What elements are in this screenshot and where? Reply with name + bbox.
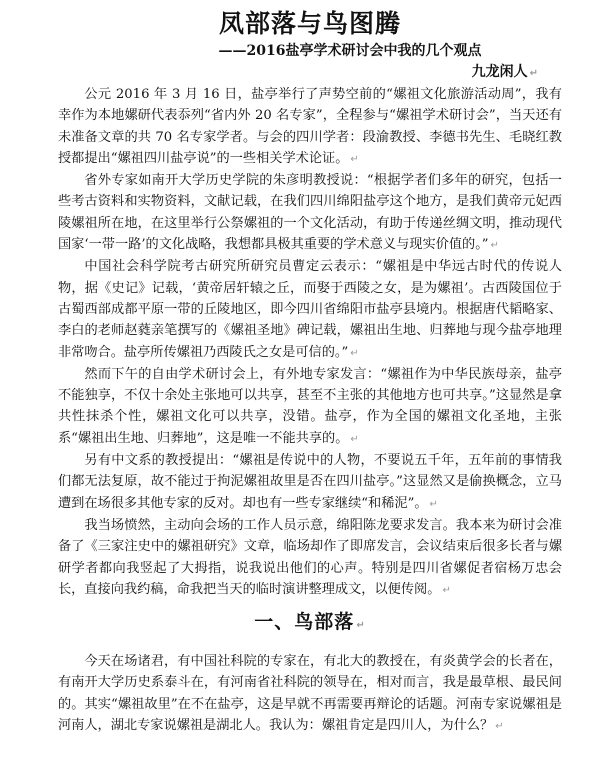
body-paragraph bbox=[58, 84, 562, 170]
paragraph-text: 公元 2016 年 3 月 16 日，盐亭举行了声势空前的“嫘祖文化旅游活动周”，我有幸作为本地嫘研代表忝列“省内外 20 名专家”，全程参与“嫘祖学术研讨会”，当天还有未准备文章的共 70 名专家学者。与会的四川学者：段渝教授、李德书先生、毛晓红教授都提出“嫘祖四川盐亭说”的一些相关学术论证。 bbox=[58, 87, 562, 166]
paragraph-mark-icon: ↵ bbox=[350, 433, 359, 445]
paragraph-mark-icon: ↵ bbox=[495, 721, 504, 733]
paragraph-text: 另有中文系的教授提出：“嫘祖是传说中的人物，不要说五千年，五年前的事情我们都无法复原，故不能过于拘泥嫘祖故里是否在四川盐亭。”这显然又是偷换概念，立马遭到在场很多其他专家的反对。却也有一些专家继续“和稀泥”。 bbox=[58, 453, 562, 511]
section-heading-text: 一、鸟部落 bbox=[254, 611, 355, 634]
paragraph-text: 中国社会科学院考古研究所研究员曹定云表示：“嫘祖是中华远古时代的传说人物，据《史记》记载，‘黄帝居轩辕之丘，而娶于西陵之女，是为嫘祖’。古西陵国位于古蜀西部成都平原一带的丘陵地区，即今四川省绵阳市盐亭县境内。根据唐代韬略家、李白的老师赵蕤亲笔撰写的《嫘祖圣地》碑记载，嫘祖出生地、归葬地与现今盐亭地理非常吻合。盐亭所传嫘祖乃西陵氏之女是可信的。” bbox=[58, 259, 562, 360]
document-title: 凤部落与鸟图腾 bbox=[218, 9, 401, 38]
body-paragraph bbox=[58, 651, 562, 737]
author-name bbox=[58, 62, 538, 84]
paragraph-mark-icon: ↵ bbox=[442, 584, 451, 596]
paragraph-mark-icon: ↵ bbox=[490, 240, 499, 252]
paragraph-mark-icon: ↵ bbox=[356, 620, 366, 632]
body-paragraph bbox=[58, 364, 562, 450]
body-paragraph bbox=[58, 170, 562, 256]
paragraph-mark-icon: ↵ bbox=[350, 153, 359, 165]
paragraph-mark-icon: ↵ bbox=[529, 68, 538, 79]
body-paragraph bbox=[58, 450, 562, 515]
body-paragraph bbox=[58, 256, 562, 363]
author-text: 九龙闲人 bbox=[471, 64, 528, 80]
section-heading bbox=[58, 607, 562, 641]
paragraph-mark-icon: ↵ bbox=[350, 347, 359, 359]
body-paragraph bbox=[58, 515, 562, 601]
paragraph-text: 今天在场诸君，有中国社科院的专家在，有北大的教授在，有炎黄学会的长者在，有南开大学历史系泰斗在，有河南省社科院的领导在，相对而言，我是最草根、最民间的。其实“嫘祖故里”在不在盐亭，这是早就不再需要再辩论的话题。河南专家说嫘祖是河南人，湖北专家说嫘祖是湖北人。我认为：嫘祖肯定是四川人，为什么？ bbox=[58, 654, 562, 734]
paragraph-text: 然而下午的自由学术研讨会上，有外地专家发言：“嫘祖作为中华民族母亲，盐亭不能独享，不仅十余处主张地可以共享，甚至不主张的其他地方也可共享。”这显然是拿共性抹杀个性，嫘祖文化可以共享，没错。盐亭，作为全国的嫘祖文化圣地，主张系“嫘祖出生地、归葬地”，这是唯一不能共享的。 bbox=[58, 366, 562, 446]
document-subtitle: ——2016盐亭学术研讨会中我的几个观点 bbox=[218, 43, 482, 59]
paragraph-text: 省外专家如南开大学历史学院的朱彦明教授说：“根据学者们多年的研究，包括一些考古资料和实物资料，文献记载，在我们四川绵阳盐亭这个地方，是我们黄帝元妃西陵嫘祖所在地，在这里举行公祭嫘祖的一个文化活动，有助于传递丝绸文明，推动现代国家‘一带一路’的文化战略，我想都具极其重要的学术意义与现实价值的。” bbox=[58, 173, 562, 253]
paragraph-text: 我当场愤然，主动向会场的工作人员示意，绵阳陈龙要求发言。我本来为研讨会准备了《三家注史中的嫘祖研究》文章，临场却作了即席发言，会议结束后很多长者与嫘研学者都向我竖起了大拇指，说我说出他们的心声。特别是四川省嫘促者宿杨万忠会长，直接向我约稿，命我把当天的临时演讲整理成文，以便传阅。 bbox=[58, 517, 562, 597]
paragraph-mark-icon: ↵ bbox=[429, 498, 438, 510]
